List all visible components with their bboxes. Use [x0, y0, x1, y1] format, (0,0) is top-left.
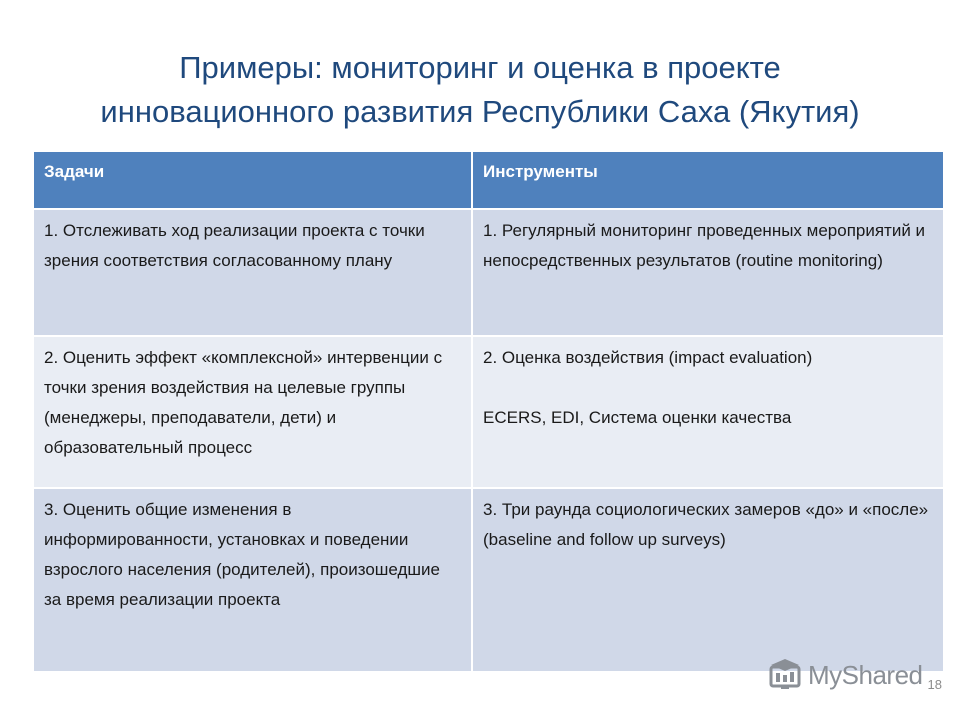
- tool-text: 3. Три раунда социологических замеров «до» и «после» (baseline and follow up surveys): [483, 500, 929, 549]
- tasks-tools-table: [34, 152, 943, 671]
- tool-extra-text: ECERS, EDI, Система оценки качества: [483, 408, 792, 427]
- task-text: 2. Оценить эффект «комплексной» интервенции с точки зрения воздействия на целевые группы (менеджеры, преподаватели, дети) и образовательный процесс: [44, 348, 443, 457]
- mortarboard-monitor-icon: [768, 658, 802, 692]
- header-tools: Инструменты: [472, 152, 943, 209]
- slide-title: [0, 46, 960, 134]
- task-cell: [34, 336, 472, 488]
- tool-text: 2. Оценка воздействия (impact evaluation): [483, 348, 813, 367]
- tool-cell: [472, 336, 943, 488]
- task-text: 1. Отслеживать ход реализации проекта с точки зрения соответствия согласованному плану: [44, 221, 425, 270]
- tool-cell: [472, 488, 943, 671]
- page-number: 18: [927, 677, 942, 692]
- watermark-logo: [768, 655, 923, 695]
- table-row: [34, 209, 943, 336]
- header-tasks: Задачи: [34, 152, 472, 209]
- table-row: [34, 488, 943, 671]
- slide-title-line-1: Примеры: мониторинг и оценка в проекте: [179, 50, 781, 85]
- task-cell: [34, 209, 472, 336]
- slide-title-line-2: инновационного развития Республики Саха (Якутия): [100, 94, 860, 129]
- table-row: [34, 336, 943, 488]
- tool-cell: [472, 209, 943, 336]
- watermark-text: MyShared: [808, 659, 923, 690]
- tool-text: 1. Регулярный мониторинг проведенных мероприятий и непосредственных результатов (routine monitoring): [483, 221, 926, 270]
- task-cell: [34, 488, 472, 671]
- table-header-row: [34, 152, 943, 209]
- task-text: 3. Оценить общие изменения в информированности, установках и поведении взрослого населения (родителей), произошедшие за время реализации проекта: [44, 500, 441, 609]
